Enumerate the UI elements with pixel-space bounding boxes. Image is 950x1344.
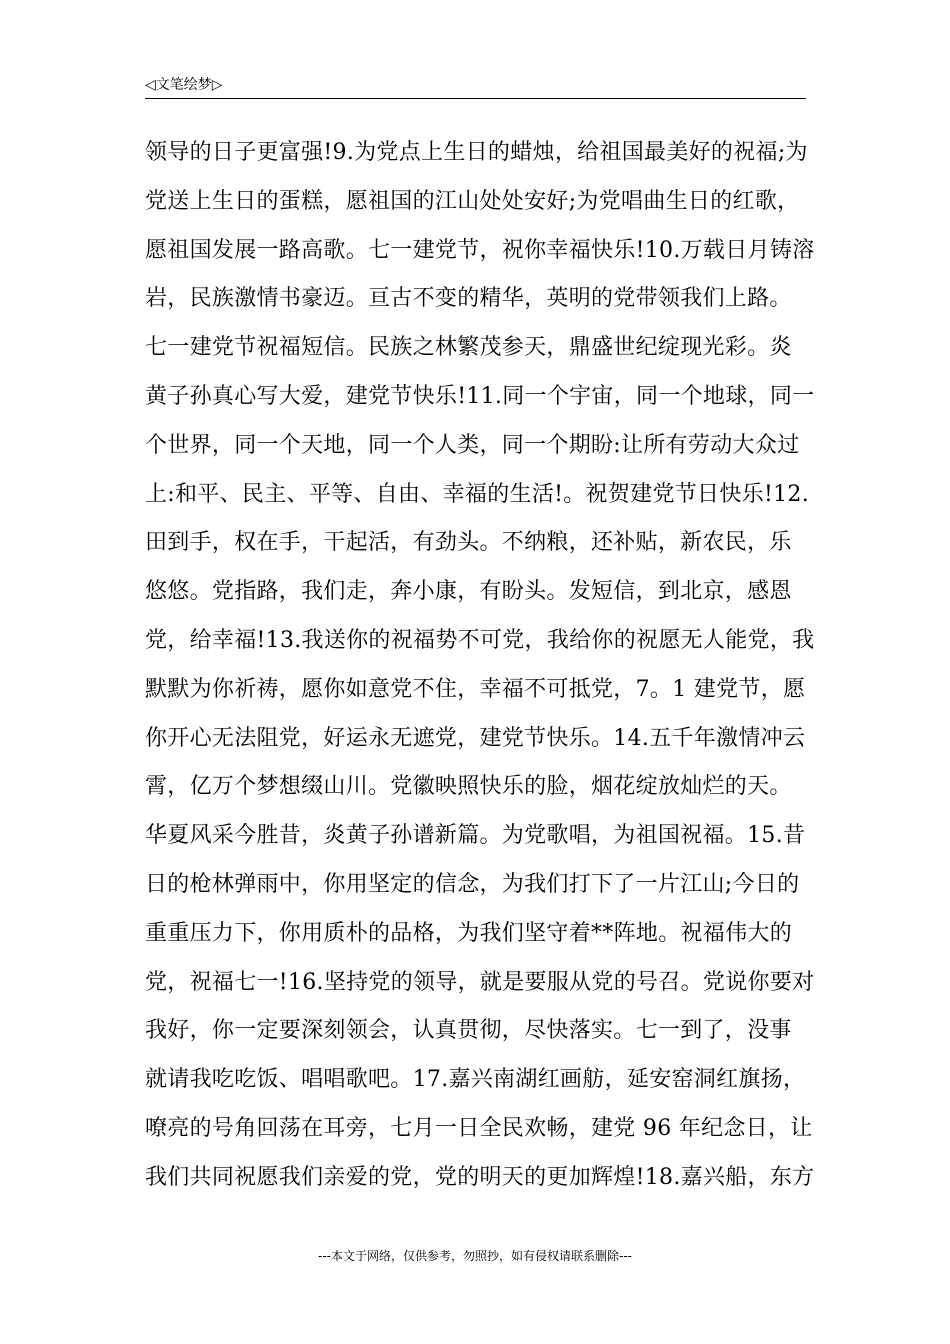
text-line: 我好，你一定要深刻领会，认真贯彻，尽快落实。七一到了，没事	[145, 1018, 792, 1044]
text-line: 重重压力下，你用质朴的品格，为我们坚守着**阵地。祝福伟大的	[145, 920, 793, 946]
page-header	[145, 74, 806, 99]
text-line: 党送上生日的蛋糕，愿祖国的江山处处安好;为党唱曲生日的红歌，	[145, 188, 800, 214]
text-line: 党，给幸福!13.我送你的祝福势不可党，我给你的祝愿无人能党，我	[145, 627, 815, 653]
text-line: 黄子孙真心写大爱，建党节快乐!11.同一个宇宙，同一个地球，同一	[145, 383, 815, 409]
text-line: 愿祖国发展一路高歌。七一建党节，祝你幸福快乐!10.万载日月铸溶	[145, 237, 815, 263]
text-line: 领导的日子更富强!9.为党点上生日的蜡烛，给祖国最美好的祝福;为	[145, 140, 808, 165]
text-line: 岩，民族激情书豪迈。亘古不变的精华，英明的党带领我们上路。	[145, 286, 792, 312]
text-line: 就请我吃吃饭、唱唱歌吧。17.嘉兴南湖红画舫，延安窑洞红旗扬，	[145, 1067, 806, 1093]
text-line: 默默为你祈祷，愿你如意党不住，幸福不可抵党，7。1 建党节，愿	[145, 676, 806, 702]
body-text	[145, 129, 815, 1203]
text-line: 个世界，同一个天地，同一个人类，同一个期盼:让所有劳动大众过	[145, 432, 800, 458]
page-footer: ---本文于网络，仅供参考，勿照抄，如有侵权请联系删除---	[318, 1249, 632, 1263]
text-line: 党，祝福七一!16.坚持党的领导，就是要服从党的号召。党说你要对	[145, 969, 815, 995]
text-line: 悠悠。党指路，我们走，奔小康，有盼头。发短信，到北京，感恩	[145, 579, 792, 605]
text-line: 华夏风采今胜昔，炎黄子孙谱新篇。为党歌唱，为祖国祝福。15.昔	[145, 823, 806, 849]
text-line: 上:和平、民主、平等、自由、幸福的生活!。祝贺建党节日快乐!12.	[145, 481, 809, 507]
text-line: 田到手，权在手，干起活，有劲头。不纳粮，还补贴，新农民，乐	[145, 530, 792, 556]
text-line: 七一建党节祝福短信。民族之林繁茂参天，鼎盛世纪绽现光彩。炎	[145, 335, 792, 361]
text-line: 你开心无法阻党，好运永无遮党，建党节快乐。14.五千年激情冲云	[145, 725, 806, 751]
text-line: 霄，亿万个梦想缀山川。党徽映照快乐的脸，烟花绽放灿烂的天。	[145, 774, 792, 800]
text-line: 我们共同祝愿我们亲爱的党，党的明天的更加辉煌!18.嘉兴船，东方	[145, 1164, 815, 1190]
text-line: 日的枪林弹雨中，你用坚定的信念，为我们打下了一片江山;今日的	[145, 871, 800, 897]
header-title: ◁文笔绘梦▷	[145, 77, 223, 93]
text-line: 嘹亮的号角回荡在耳旁，七月一日全民欢畅，建党 96 年纪念日，让	[145, 1115, 813, 1141]
